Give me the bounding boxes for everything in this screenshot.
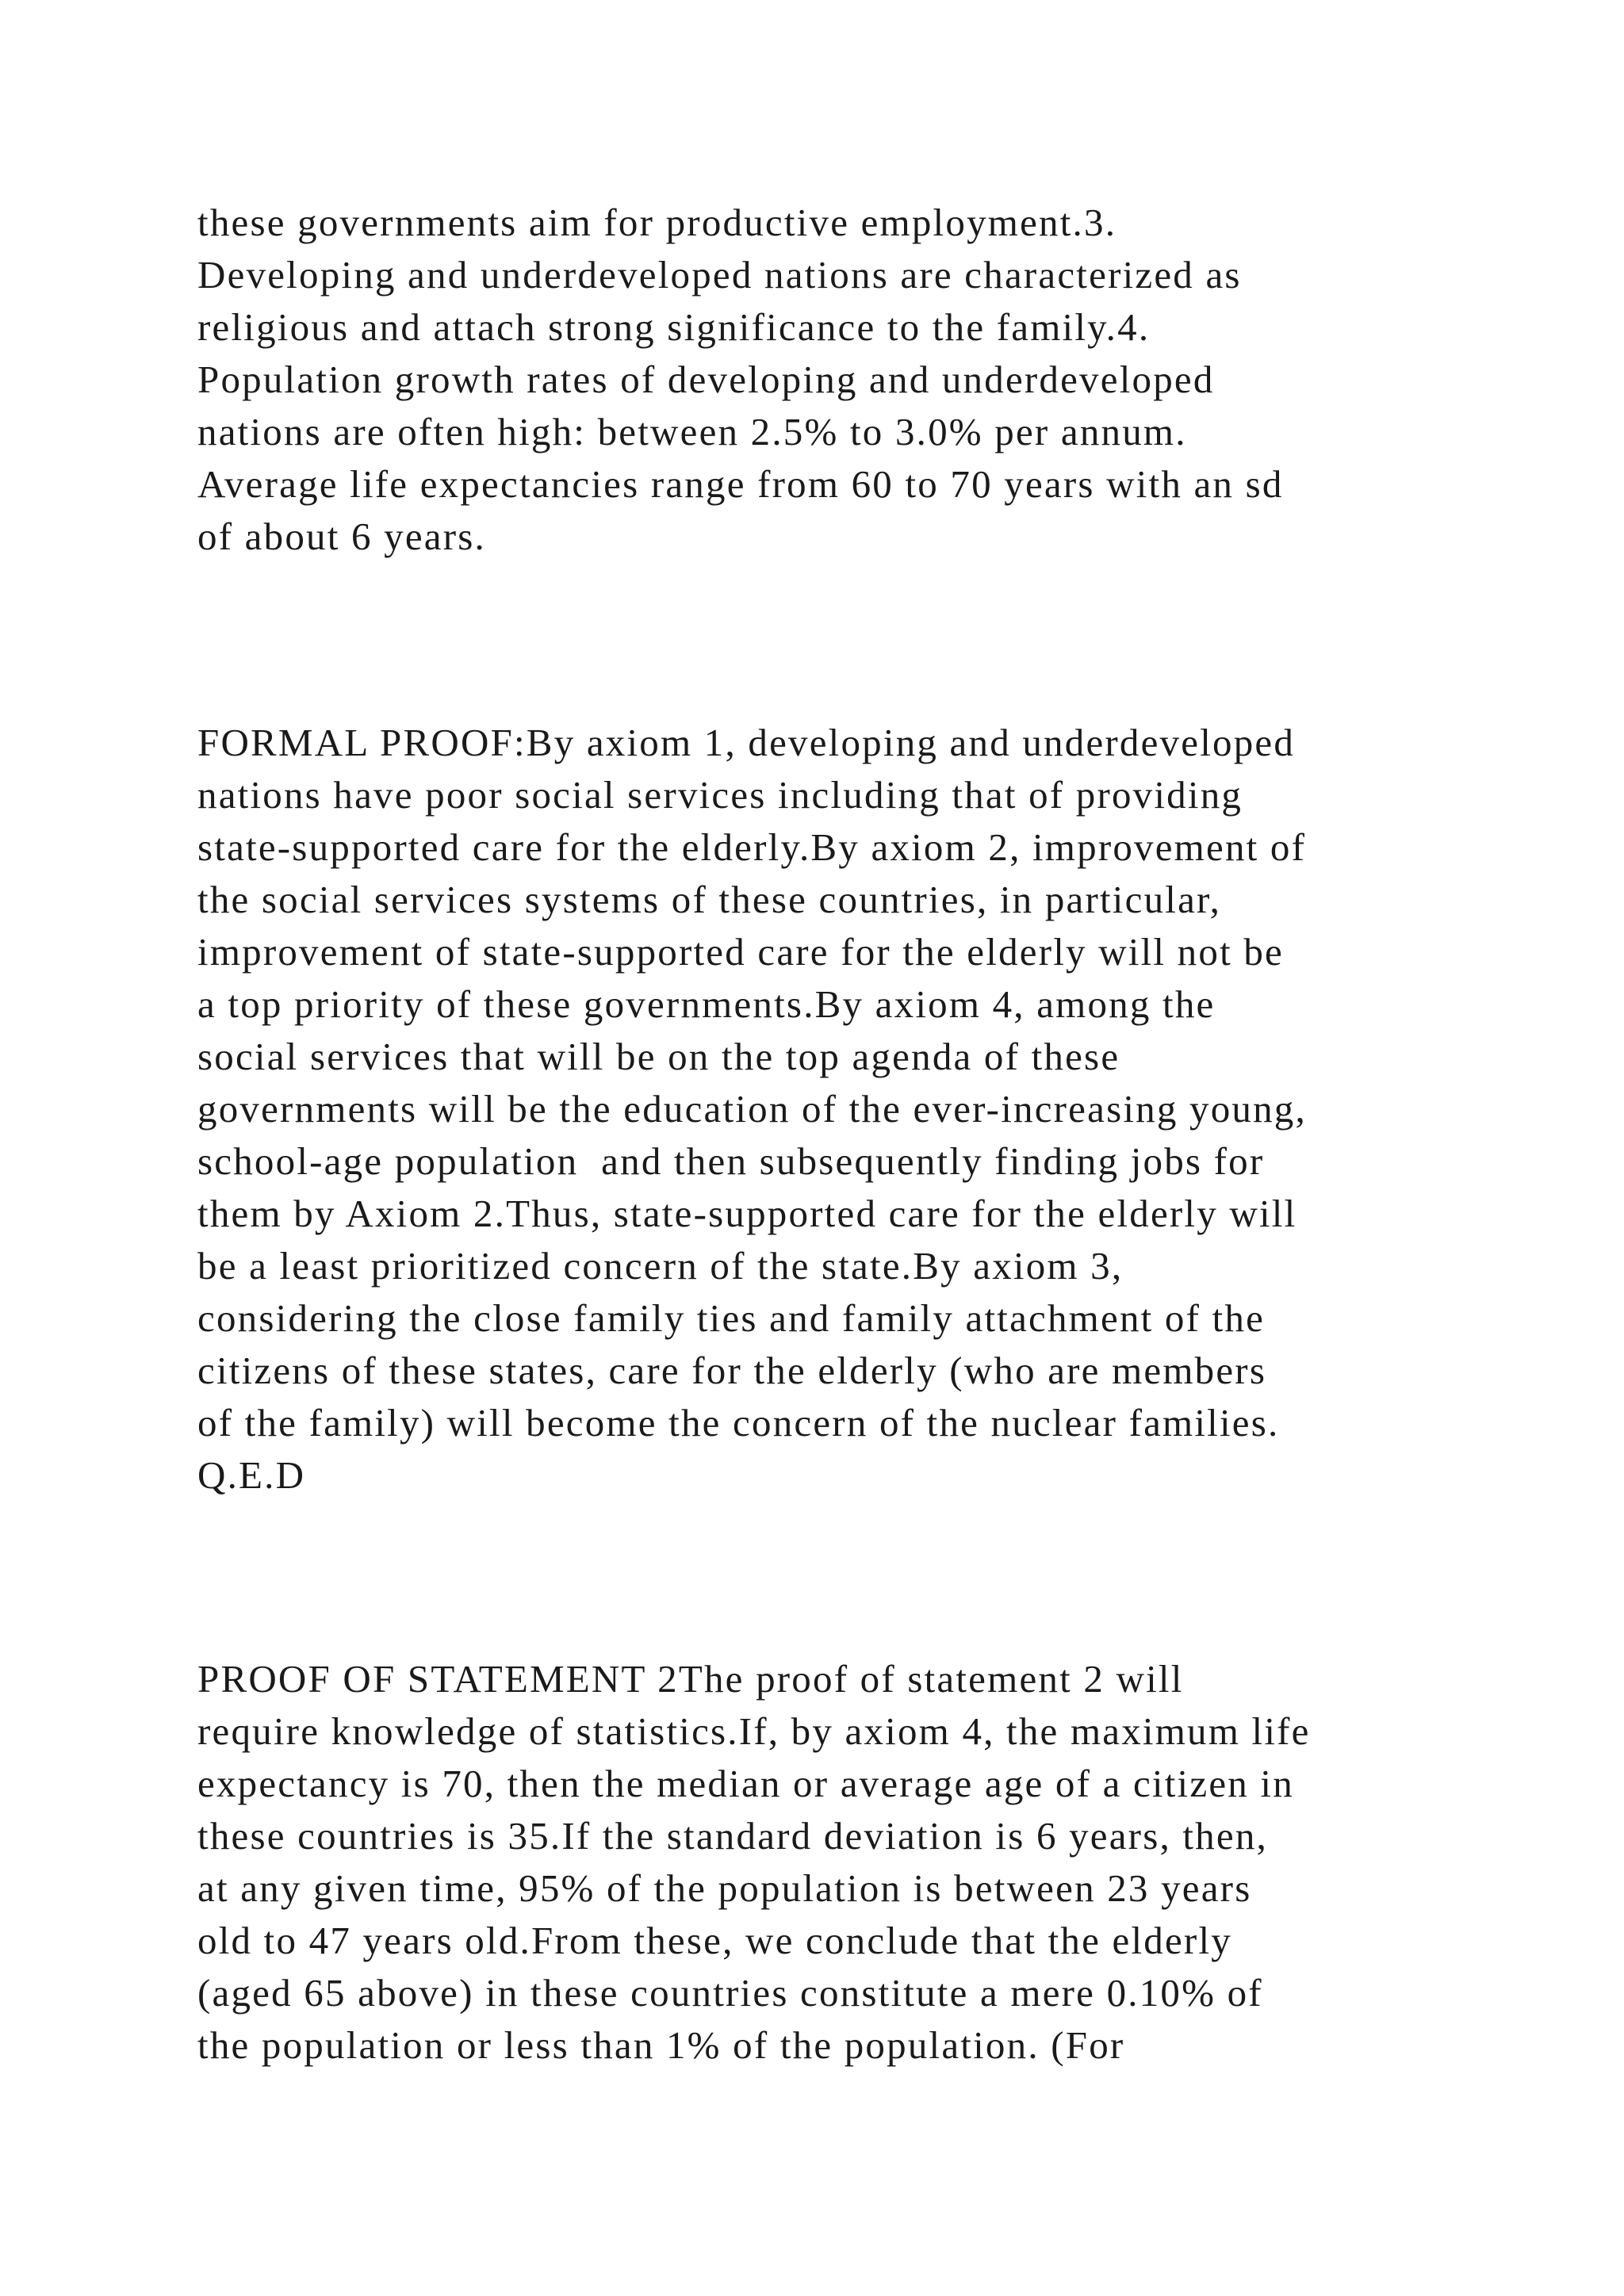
text-line: social services that will be on the top agenda of these [197, 1035, 1120, 1078]
text-line: at any given time, 95% of the population is between 23 years [197, 1866, 1252, 1910]
text-line: a top priority of these governments.By axiom 4, among the [197, 982, 1216, 1026]
text-line: Population growth rates of developing and underdeveloped [197, 358, 1215, 401]
text-line: these countries is 35.If the standard deviation is 6 years, then, [197, 1814, 1268, 1858]
text-line: be a least prioritized concern of the state.By axiom 3, [197, 1244, 1124, 1288]
text-line: religious and attach strong significance to the family.4. [197, 305, 1151, 349]
text-line: nations have poor social services including that of providing [197, 773, 1243, 817]
paragraph-axioms [197, 197, 1466, 563]
text-line: school-age population and then subsequently finding jobs for [197, 1139, 1265, 1183]
text-line: governments will be the education of the ever-increasing young, [197, 1087, 1307, 1131]
text-line: of about 6 years. [197, 515, 486, 558]
text-line: Developing and underdeveloped nations are characterized as [197, 253, 1242, 297]
text-line: require knowledge of statistics.If, by axiom 4, the maximum life [197, 1709, 1311, 1753]
text-line: citizens of these states, care for the elderly (who are members [197, 1349, 1267, 1392]
text-line: nations are often high: between 2.5% to 3.0% per annum. [197, 410, 1187, 453]
text-line: the social services systems of these countries, in particular, [197, 878, 1222, 921]
text-line: Average life expectancies range from 60 to 70 years with an sd [197, 462, 1284, 506]
text-line: improvement of state-supported care for the elderly will not be [197, 930, 1284, 974]
text-line: these governments aim for productive employment.3. [197, 201, 1117, 244]
text-line: old to 47 years old.From these, we conclude that the elderly [197, 1919, 1232, 1962]
text-line: state-supported care for the elderly.By axiom 2, improvement of [197, 825, 1307, 869]
text-line: expectancy is 70, then the median or average age of a citizen in [197, 1762, 1294, 1805]
text-line: (aged 65 above) in these countries constitute a mere 0.10% of [197, 1971, 1263, 2015]
text-line: the population or less than 1% of the population. (For [197, 2023, 1125, 2067]
text-line: Q.E.D [197, 1453, 306, 1497]
paragraph-formal-proof [197, 717, 1466, 1502]
paragraph-proof-of-statement-2 [197, 1653, 1466, 2072]
text-line: considering the close family ties and family attachment of the [197, 1296, 1266, 1340]
text-line: FORMAL PROOF:By axiom 1, developing and underdeveloped [197, 721, 1296, 764]
text-line: of the family) will become the concern of the nuclear families. [197, 1401, 1280, 1445]
text-line: PROOF OF STATEMENT 2The proof of statement 2 will [197, 1657, 1184, 1701]
text-line: them by Axiom 2.Thus, state-supported care for the elderly will [197, 1192, 1297, 1235]
